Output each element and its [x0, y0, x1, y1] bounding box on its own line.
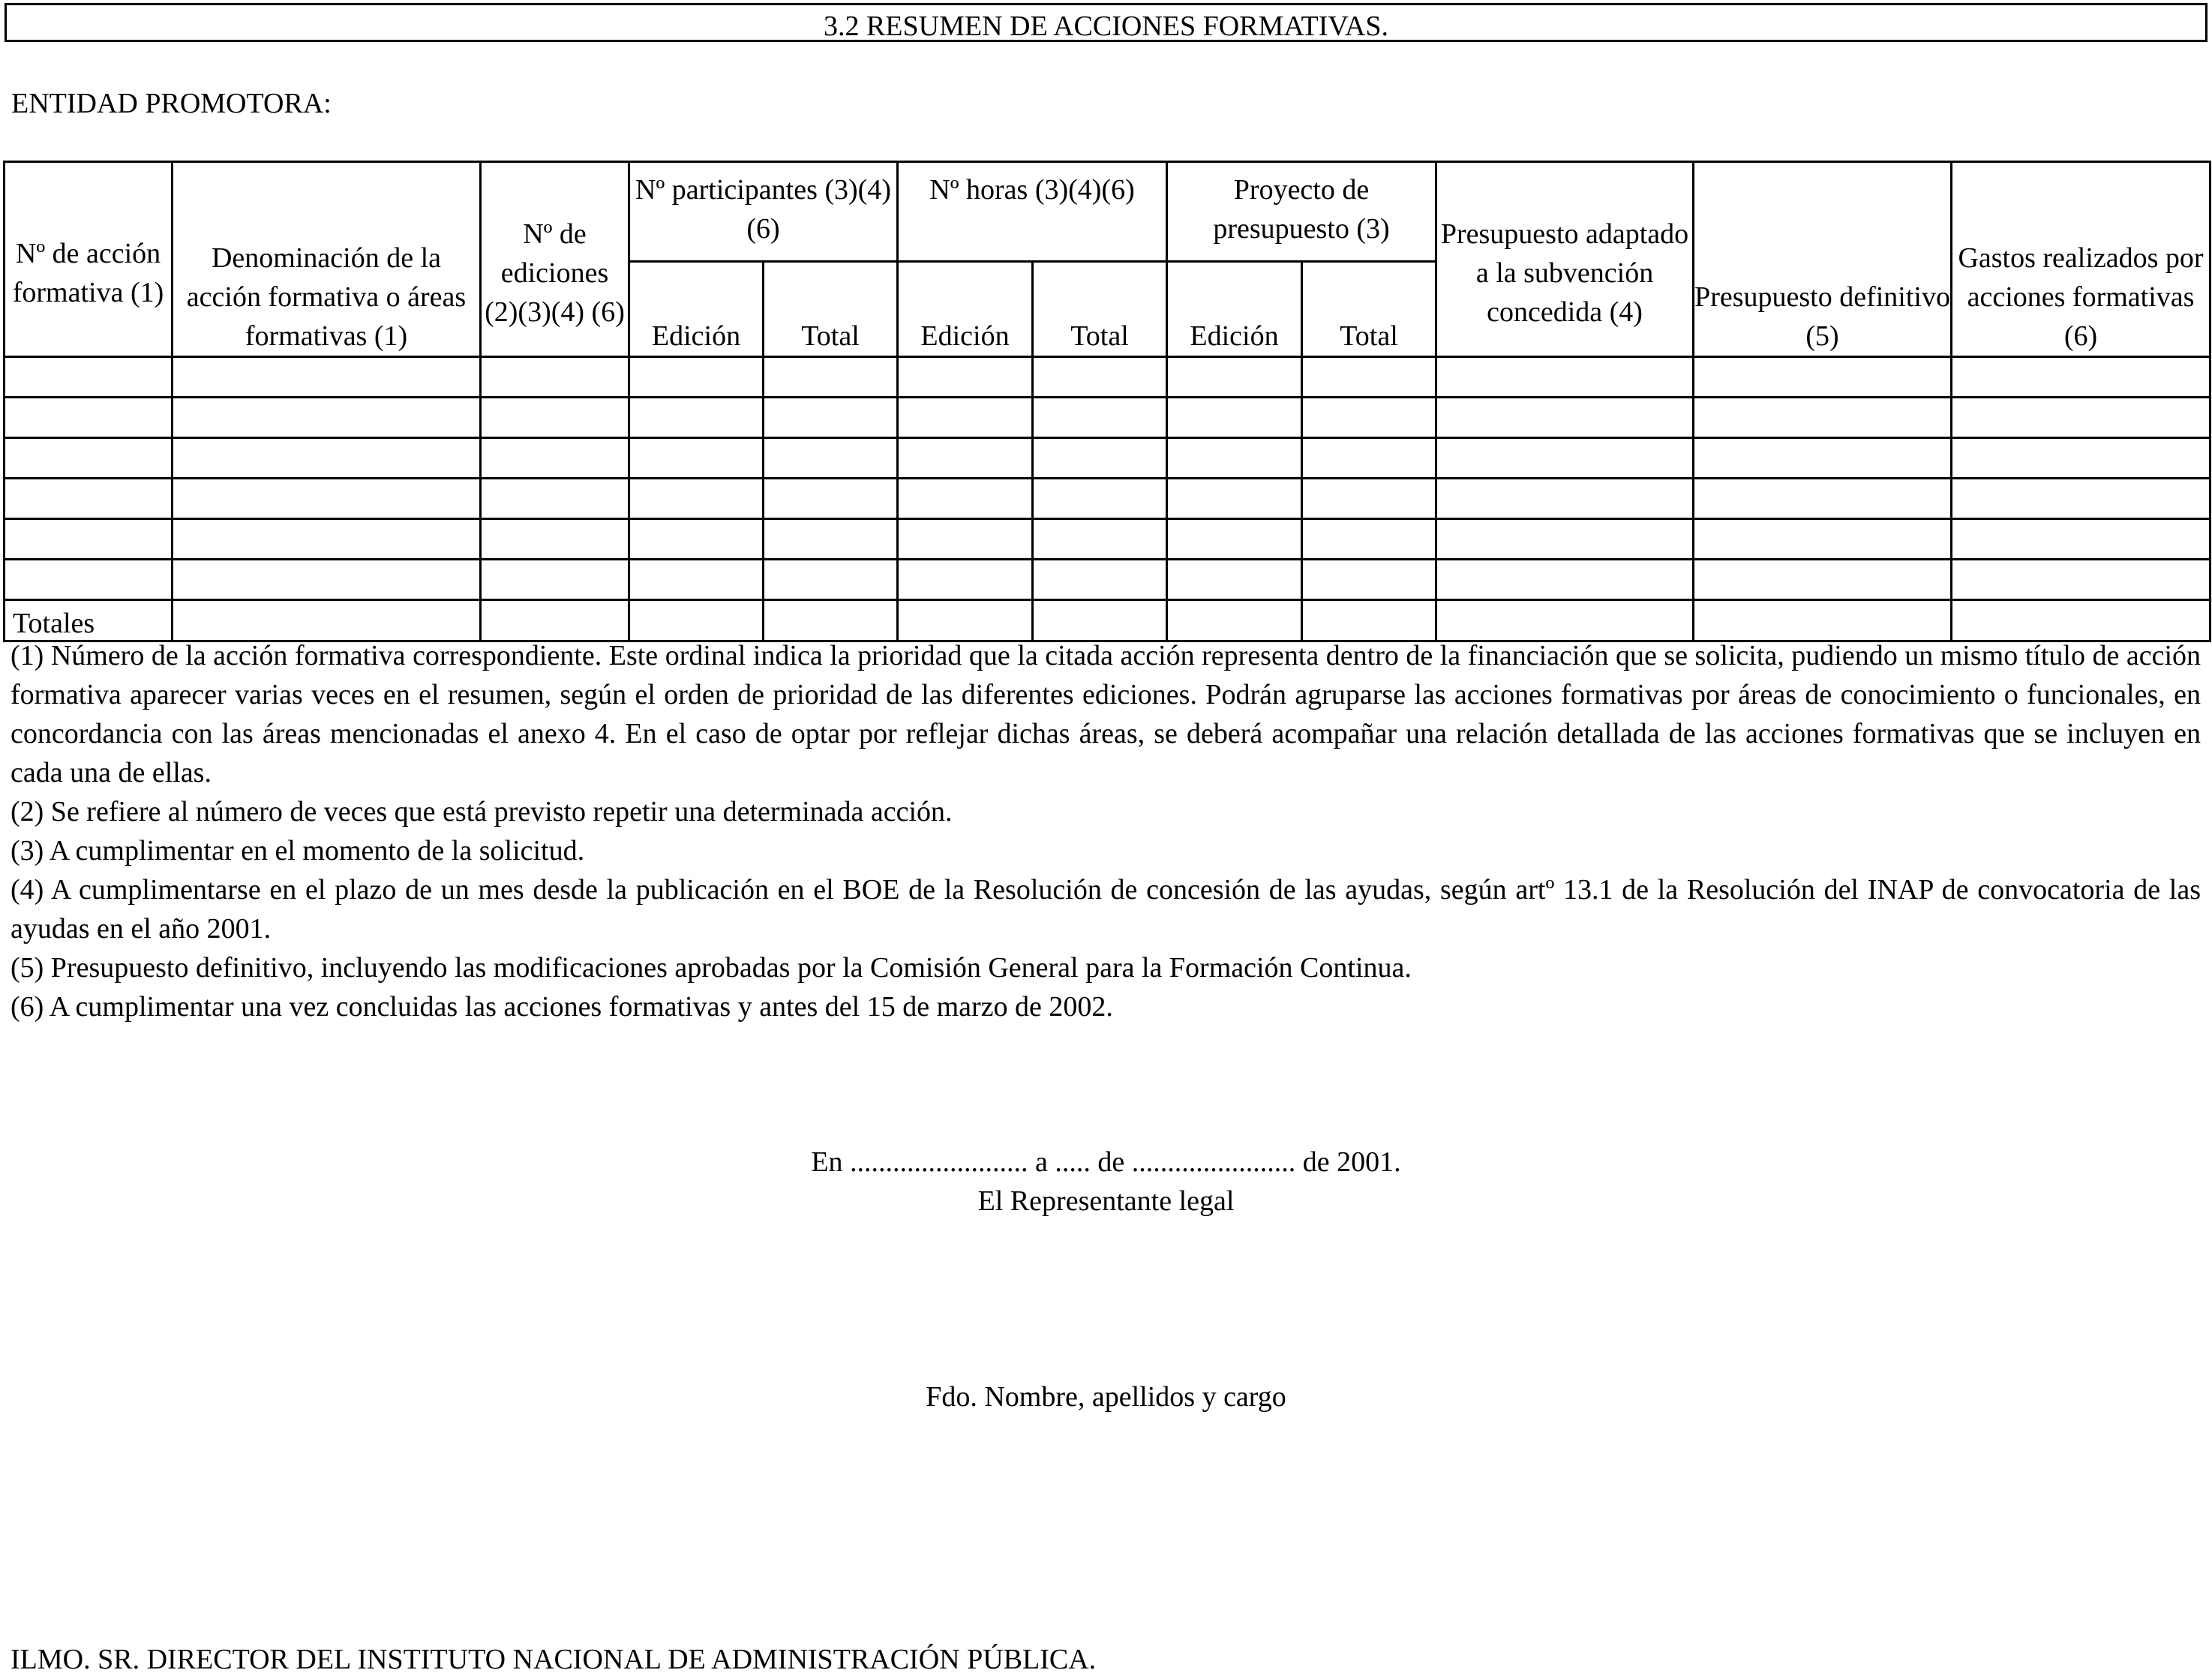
table-row	[5, 438, 2210, 479]
addressee: ILMO. SR. DIRECTOR DEL INSTITUTO NACIONAL DE ADMINISTRACIÓN PÚBLICA.	[11, 1644, 1097, 1675]
header-horas-total: Total	[1033, 262, 1167, 357]
header-adaptado: Presupuesto adaptado a la subvención concedida (4)	[1436, 162, 1694, 357]
header-participantes-edicion: Edición	[629, 262, 764, 357]
table-row	[5, 519, 2210, 560]
signature-place-date: En ......................... a ..... de ....................... de 2001.	[811, 1146, 1401, 1178]
header-participantes: Nº participantes (3)(4)(6)	[629, 162, 898, 262]
header-n-ediciones: Nº de ediciones (2)(3)(4) (6)	[481, 162, 629, 357]
header-participantes-total: Total	[764, 262, 898, 357]
totals-label: Totales	[5, 600, 173, 641]
signature-name-line: Fdo. Nombre, apellidos y cargo	[926, 1381, 1286, 1413]
header-proyecto-edicion: Edición	[1167, 262, 1302, 357]
signature-role: El Representante legal	[977, 1185, 1235, 1217]
footnote-5: (5) Presupuesto definitivo, incluyendo las modificaciones aprobadas por la Comisión General para la Formación Continua.	[11, 952, 1412, 984]
header-gastos: Gastos realizados por acciones formativas (6)	[1952, 162, 2210, 357]
header-definitivo: Presupuesto definitivo (5)	[1694, 162, 1952, 357]
footnote-3: (3) A cumplimentar en el momento de la solicitud.	[11, 835, 585, 867]
table-row	[5, 398, 2210, 438]
header-horas: Nº horas (3)(4)(6)	[898, 162, 1167, 262]
entidad-promotora-label: ENTIDAD PROMOTORA:	[11, 88, 332, 119]
footnote-4: (4) A cumplimentarse en el plazo de un mes desde la publicación en el BOE de la Resolución de concesión de las ayudas, según artº 13.1 de la Resolución del INAP de convocatoria de las ayudas en el año 2001.	[11, 874, 2201, 945]
header-proyecto-total: Total	[1302, 262, 1436, 357]
totals-row	[5, 600, 2210, 641]
footnote-6: (6) A cumplimentar una vez concluidas las acciones formativas y antes del 15 de marzo de 2002.	[11, 991, 1113, 1023]
header-denominacion: Denominación de la acción formativa o áreas formativas (1)	[173, 162, 481, 357]
header-horas-edicion: Edición	[898, 262, 1033, 357]
document-title: 3.2 RESUMEN DE ACCIONES FORMATIVAS.	[5, 3, 2207, 42]
footnotes	[11, 636, 2201, 1026]
header-n-accion: Nº de acción formativa (1)	[5, 162, 173, 357]
resumen-table	[3, 161, 2211, 642]
table-row	[5, 479, 2210, 519]
table-row	[5, 560, 2210, 600]
footnote-2: (2) Se refiere al número de veces que está previsto repetir una determinada acción.	[11, 796, 953, 827]
footnote-1: (1) Número de la acción formativa correspondiente. Este ordinal indica la prioridad que la citada acción representa dentro de la financiación que se solicita, pudiendo un mismo título de acción formativa aparecer varias veces en el resumen, según el orden de prioridad de las diferentes ediciones. Podrán agruparse las acciones formativas por áreas de conocimiento o funcionales, en concordancia con las áreas mencionadas el anexo 4. En el caso de optar por reflejar dichas áreas, se deberá acompañar una relación detallada de las acciones formativas que se incluyen en cada una de ellas.	[11, 640, 2201, 788]
table-row	[5, 357, 2210, 398]
header-proyecto: Proyecto de presupuesto (3)	[1167, 162, 1436, 262]
